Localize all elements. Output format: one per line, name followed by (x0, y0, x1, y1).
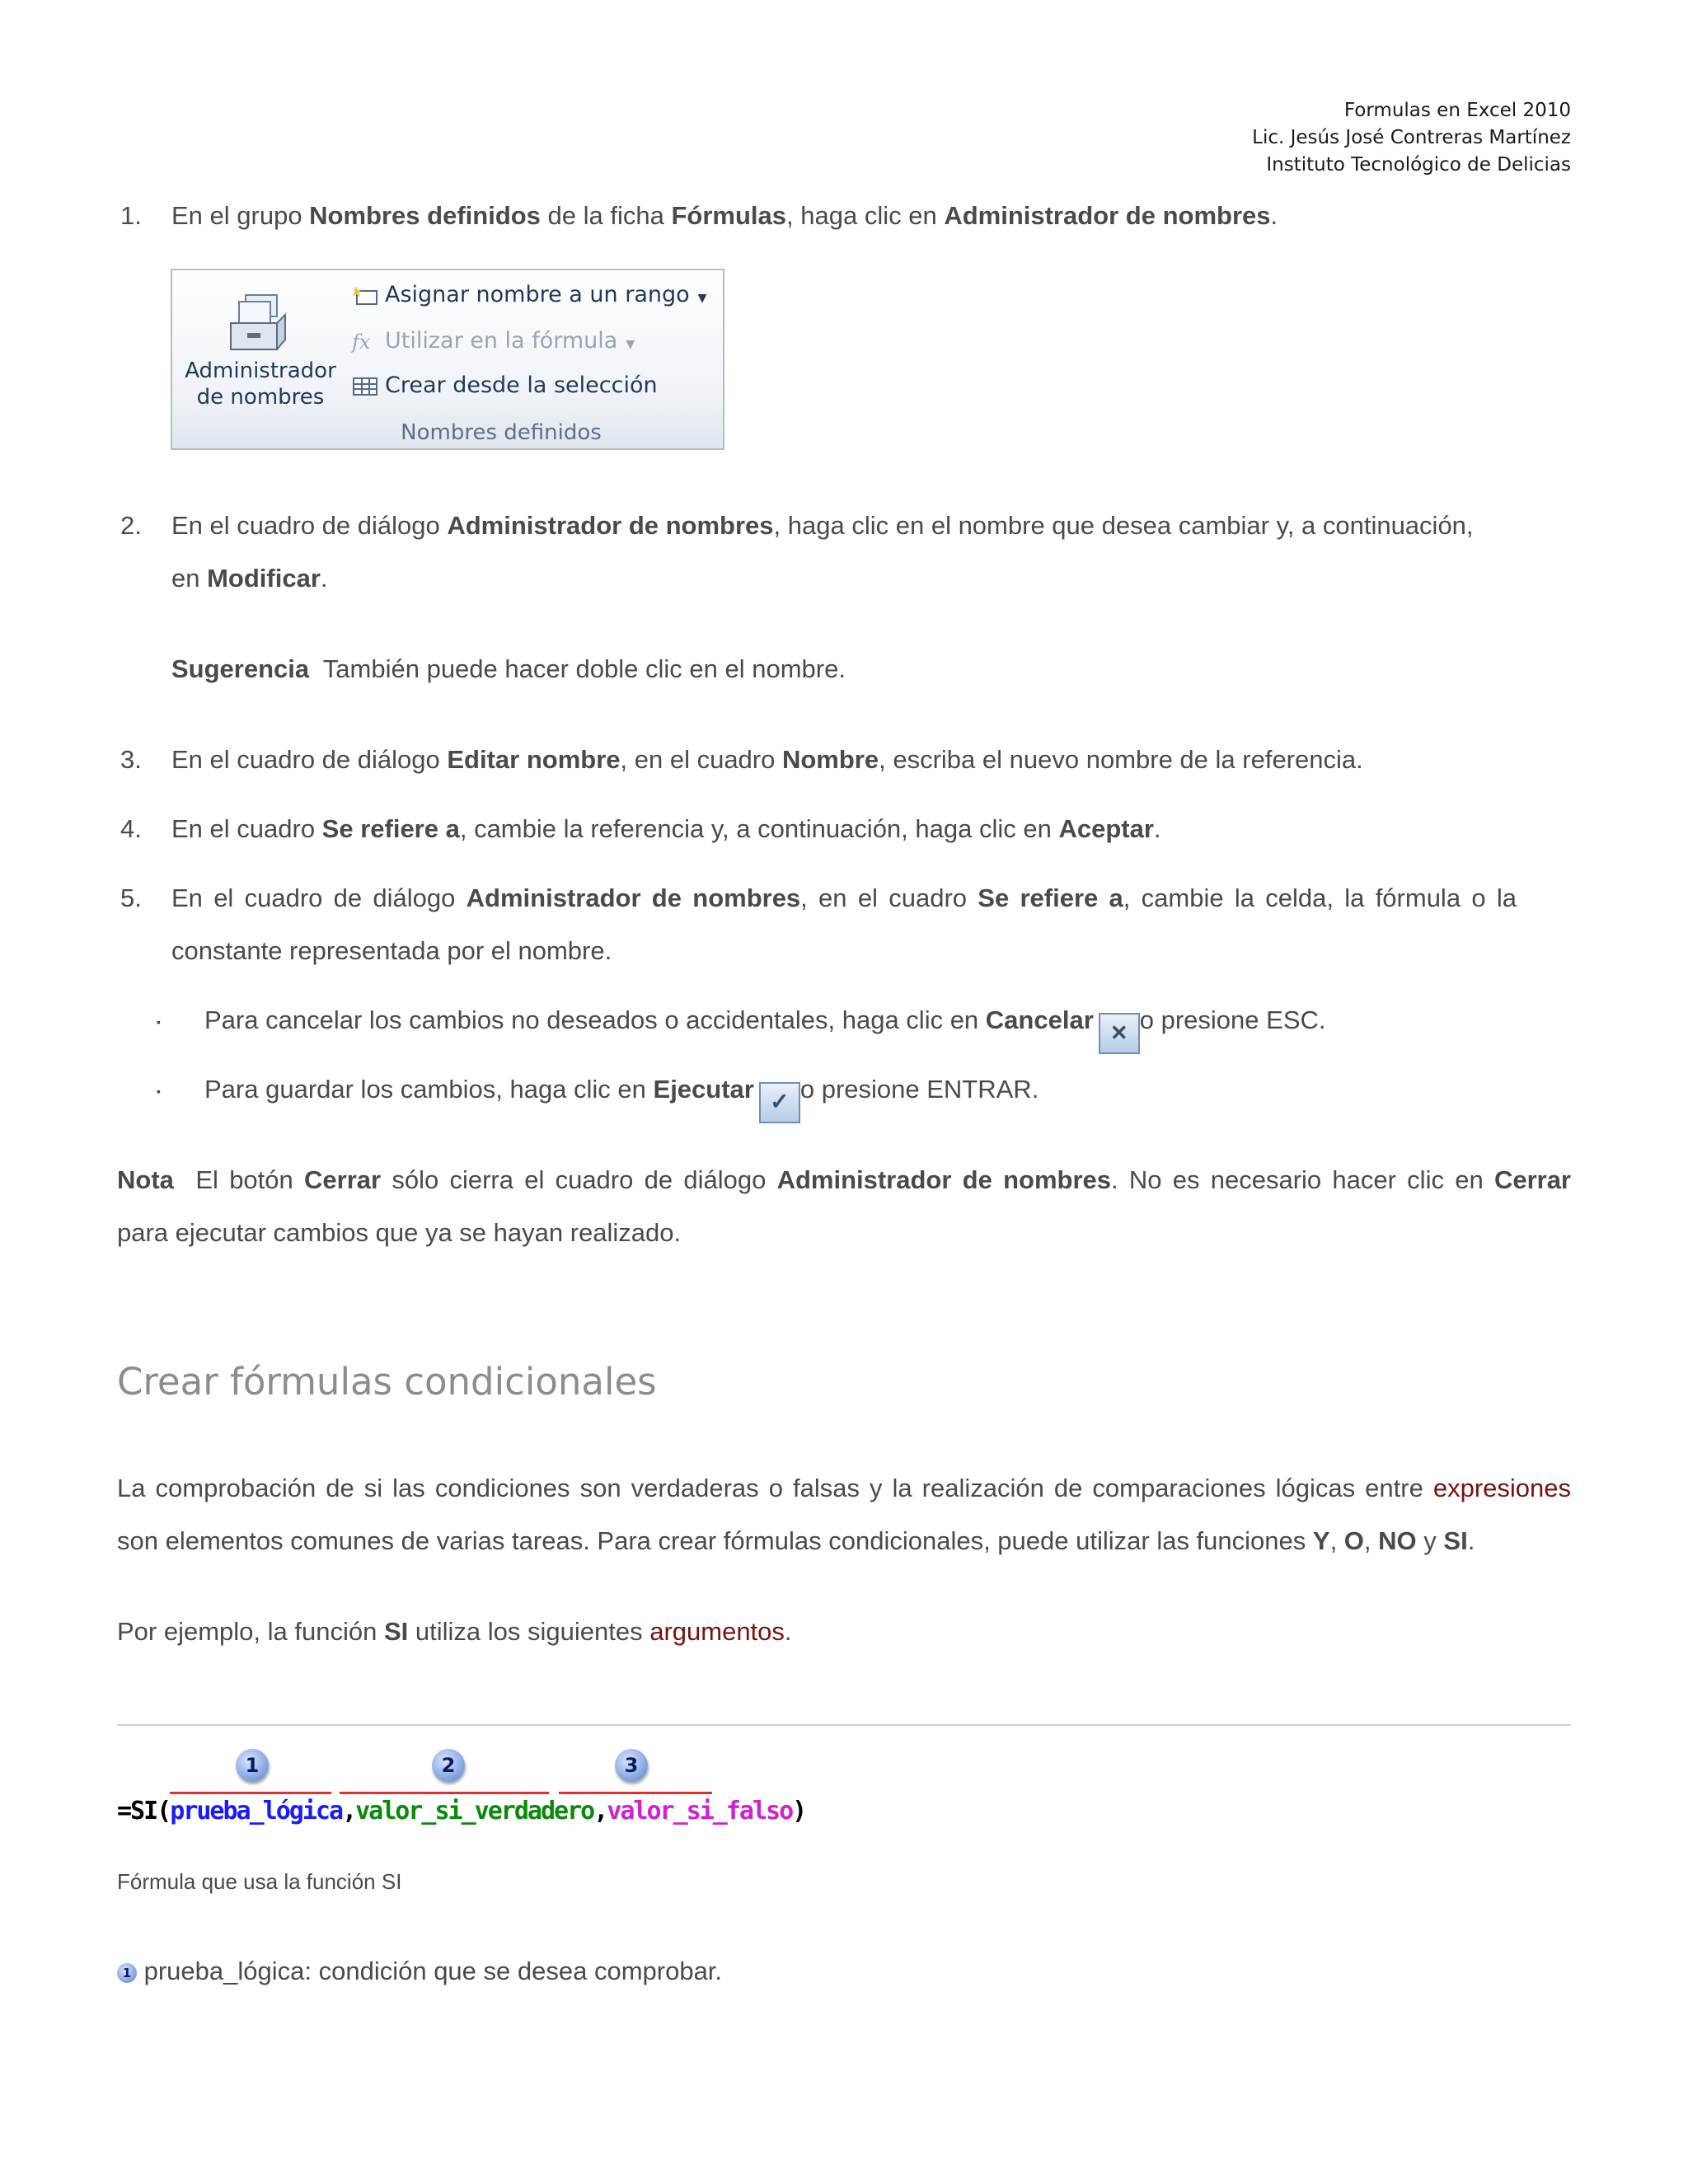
arg1-underline (170, 1792, 331, 1794)
step-2-text-cont: en Modificar. (171, 564, 328, 593)
tip-text: Sugerencia También puede hacer doble clic en el nombre. (171, 654, 846, 683)
step-number: 2. (120, 511, 142, 540)
dropdown-arrow-icon: ▼ (697, 292, 707, 305)
enter-check-icon: ✓ (759, 1082, 800, 1123)
step-number: 1. (120, 201, 142, 230)
step-4-text: En el cuadro Se refiere a, cambie la referencia y, a continuación, haga clic en Aceptar. (171, 814, 1161, 843)
step-2-text: En el cuadro de diálogo Administrador de nombres, haga clic en el nombre que desea cambiar y, a continuación, (171, 511, 1474, 540)
bullet-enter-text: Para guardar los cambios, haga clic en Ejecutar ✓ o presione ENTRAR. (204, 1075, 1039, 1123)
define-name-icon (352, 284, 378, 307)
paragraph-1-cont: son elementos comunes de varias tareas. Para crear fórmulas condicionales, puede utilizar las funciones Y, O, NO y SI. (117, 1526, 1475, 1555)
page-header (1252, 97, 1571, 179)
step-5-text: En el cuadro de diálogo Administrador de nombres, en el cuadro Se refiere a, cambie la celda, la fórmula o la (171, 883, 1517, 912)
argumentos-link[interactable]: argumentos (649, 1617, 785, 1646)
header-institution: Instituto Tecnológico de Delicias (1266, 154, 1571, 176)
step-3-text: En el cuadro de diálogo Editar nombre, en el cuadro Nombre, escriba el nuevo nombre de la referencia. (171, 745, 1363, 774)
paragraph-1: La comprobación de si las condiciones son verdaderas o falsas y la realización de comparaciones lógicas entre expresiones (117, 1474, 1571, 1502)
dropdown-arrow-icon: ▼ (626, 338, 635, 351)
figure-caption: Fórmula que usa la función SI (117, 1869, 402, 1894)
name-manager-icon (226, 290, 295, 354)
arg3-underline (559, 1792, 712, 1794)
cancel-x-icon: ✕ (1099, 1013, 1140, 1054)
define-name-button[interactable]: Asignar nombre a un rango ▼ (352, 282, 706, 307)
callout-badge-3: 3 (615, 1749, 648, 1782)
note-text-cont: para ejecutar cambios que ya se hayan realizado. (117, 1218, 682, 1247)
step-number: 5. (120, 883, 142, 912)
name-manager-button[interactable]: Administrador de nombres (182, 284, 339, 410)
step-5-text-cont: constante representada por el nombre. (171, 936, 612, 965)
step-number: 3. (120, 745, 142, 774)
step-1-text: En el grupo Nombres definidos de la ficha Fórmulas, haga clic en Administrador de nombres. (171, 201, 1278, 230)
bullet-marker: ▪ (157, 1085, 161, 1098)
callout-badge-1: 1 (236, 1749, 269, 1782)
callout-badge-small-1: 1 (117, 1963, 137, 1983)
note-text: Nota El botón Cerrar sólo cierra el cuadro de diálogo Administrador de nombres. No es necesario hacer clic en Cerrar (117, 1165, 1571, 1194)
fx-icon: fx (352, 330, 371, 354)
callout-badge-2: 2 (432, 1749, 465, 1782)
create-from-selection-button[interactable]: Crear desde la selección (352, 373, 658, 398)
expresiones-link[interactable]: expresiones (1432, 1474, 1571, 1502)
arg2-underline (340, 1792, 549, 1794)
divider (117, 1724, 1571, 1726)
use-in-formula-button: fx Utilizar en la fórmula ▼ (352, 328, 635, 354)
paragraph-2: Por ejemplo, la función SI utiliza los siguientes argumentos. (117, 1617, 792, 1646)
step-number: 4. (120, 814, 142, 843)
header-title: Formulas en Excel 2010 (1343, 100, 1571, 121)
table-grid-icon (352, 375, 378, 398)
bullet-marker: ▪ (157, 1015, 161, 1029)
bullet-cancel-text: Para cancelar los cambios no deseados o accidentales, haga clic en Cancelar ✕ o presione ESC. (204, 1005, 1326, 1054)
section-title: Crear fórmulas condicionales (117, 1360, 657, 1404)
ribbon-group-screenshot (171, 269, 724, 450)
header-author: Lic. Jesús José Contreras Martínez (1252, 127, 1571, 148)
argument-item-1: 1 prueba_lógica: condición que se desea comprobar. (117, 1957, 722, 1986)
ribbon-group-label: Nombres definidos (401, 420, 602, 445)
si-formula: =SI(prueba_lógica,valor_si_verdadero,valor_si_falso) (117, 1797, 806, 1825)
